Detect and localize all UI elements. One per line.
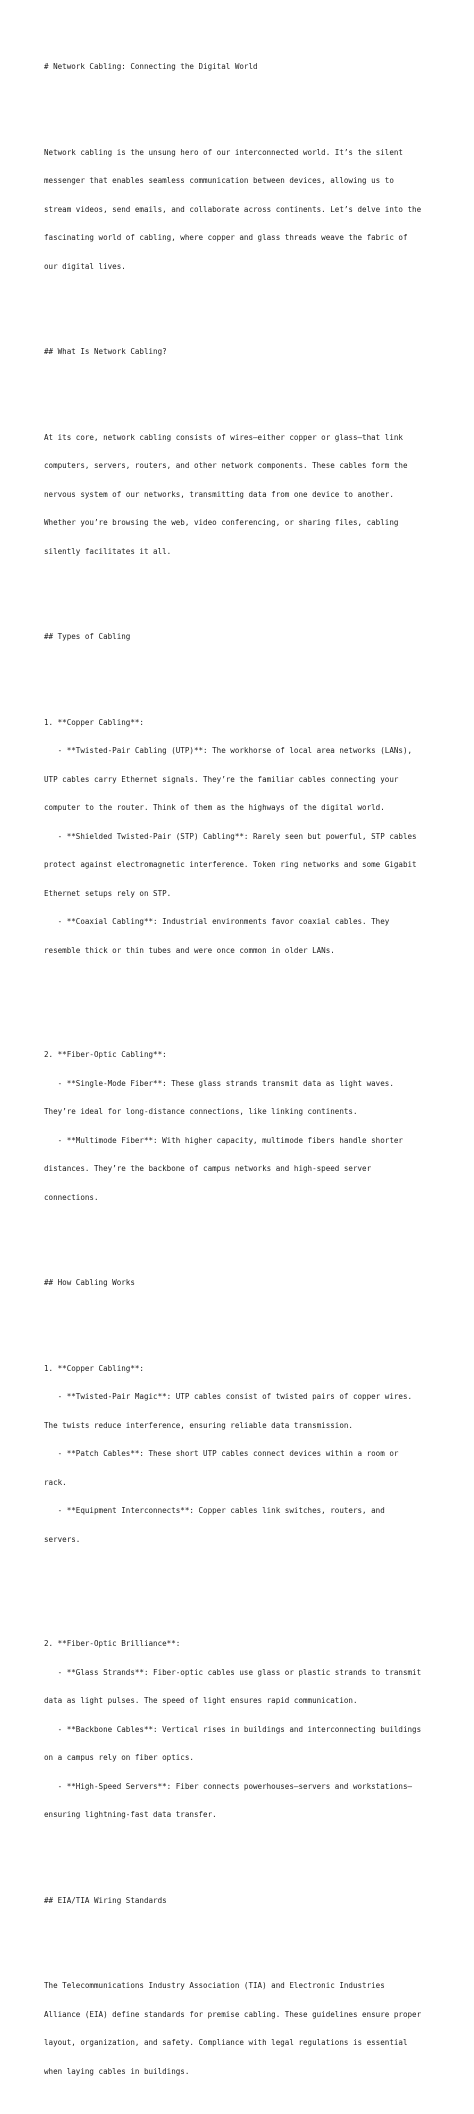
blank-line [44,91,454,101]
list-item: 1. **Copper Cabling**: [44,1363,144,1373]
paragraph-line: computers, servers, routers, and other network components. These cables form the [44,461,408,470]
paragraph-line: Network cabling is the unsung hero of our interconnected world. It’s the silent [44,147,403,157]
paragraph-line: nervous system of our networks, transmitting data from one device to another. [44,489,394,499]
paragraph-line: Alliance (EIA) define standards for premise cabling. These guidelines ensure proper [44,2009,422,2019]
blank-line [44,1240,454,1250]
list-item: - **Twisted-Pair Magic**: UTP cables consist of twisted pairs of copper wires. [44,1392,413,1401]
paragraph-line: layout, organization, and safety. Compliance with legal regulations is essential [44,2038,408,2047]
list-item: - **High-Speed Servers**: Fiber connects powerhouses—servers and workstations— [44,1781,413,1791]
intro-paragraph [44,129,454,291]
list-item: rack. [44,1477,67,1487]
list-item: - **Equipment Interconnects**: Copper cables link switches, routers, and [44,1506,385,1515]
list-item: distances. They’re the backbone of campus networks and high-speed server [44,1164,372,1173]
list-item: - **Single-Mode Fiber**: These glass strands transmit data as light waves. [44,1078,394,1088]
section-heading: ## Types of Cabling [44,632,131,641]
types-fiber-list [44,1031,454,1221]
eia-paragraph [44,1962,454,2095]
list-item: - **Multimode Fiber**: With higher capacity, multimode fibers handle shorter [44,1135,403,1145]
list-item: Ethernet setups rely on STP. [44,888,172,898]
paragraph-line: silently facilitates it all. [44,546,172,556]
blank-line [44,661,454,671]
list-item: resemble thick or thin tubes and were once common in older LANs. [44,945,335,955]
paragraph-line: when laying cables in buildings. [44,2066,190,2076]
list-item: - **Glass Strands**: Fiber-optic cables use glass or plastic strands to transmit [44,1667,422,1677]
paragraph-line: stream videos, send emails, and collaborate across continents. Let’s delve into the [44,204,422,214]
list-item: ensuring lightning-fast data transfer. [44,1810,217,1819]
blank-line [44,1924,454,1934]
section-heading: ## What Is Network Cabling? [44,347,167,356]
list-item: 2. **Fiber-Optic Brilliance**: [44,1639,181,1648]
list-item: protect against electromagnetic interference. Token ring networks and some Gigabit [44,860,417,869]
paragraph-line: messenger that enables seamless communication between devices, allowing us to [44,176,394,185]
list-item: data as light pulses. The speed of light ensures rapid communication. [44,1696,358,1705]
blank-line [44,1858,454,1868]
blank-line [44,1307,454,1317]
list-item: UTP cables carry Ethernet signals. They’re the familiar cables connecting your [44,774,399,784]
list-item: - **Twisted-Pair Cabling (UTP)**: The workhorse of local area networks (LANs), [44,746,413,755]
types-copper-list [44,699,454,975]
blank-line [44,594,454,604]
paragraph-line: At its core, network cabling consists of wires—either copper or glass—that link [44,432,403,442]
list-item: 1. **Copper Cabling**: [44,717,144,727]
list-item: The twists reduce interference, ensuring reliable data transmission. [44,1420,353,1430]
paragraph-line: The Telecommunications Industry Association (TIA) and Electronic Industries [44,1981,385,1990]
how-copper-list [44,1345,454,1564]
list-item: They’re ideal for long-distance connections, like linking continents. [44,1107,358,1116]
paragraph-line: Whether you’re browsing the web, video conferencing, or sharing files, cabling [44,518,399,527]
document-body [44,43,454,2114]
blank-line [44,376,454,386]
section-heading: ## EIA/TIA Wiring Standards [44,1895,167,1905]
document-title: # Network Cabling: Connecting the Digital World [44,62,258,71]
list-item: - **Backbone Cables**: Vertical rises in buildings and interconnecting buildings [44,1724,422,1734]
list-item: servers. [44,1534,81,1544]
what-paragraph [44,414,454,576]
list-item: on a campus rely on fiber optics. [44,1753,194,1762]
list-item: 2. **Fiber-Optic Cabling**: [44,1050,167,1059]
list-item: computer to the router. Think of them as the highways of the digital world. [44,803,385,812]
blank-line [44,309,454,319]
list-item: connections. [44,1192,99,1202]
paragraph-line: our digital lives. [44,261,126,271]
list-item: - **Patch Cables**: These short UTP cables connect devices within a room or [44,1449,399,1458]
blank-line [44,1582,454,1592]
section-heading: ## How Cabling Works [44,1278,135,1287]
paragraph-line: fascinating world of cabling, where copper and glass threads weave the fabric of [44,233,408,242]
list-item: - **Coaxial Cabling**: Industrial environments favor coaxial cables. They [44,917,390,926]
how-fiber-list [44,1620,454,1839]
list-item: - **Shielded Twisted-Pair (STP) Cabling**: Rarely seen but powerful, STP cables [44,831,417,841]
blank-line [44,993,454,1003]
